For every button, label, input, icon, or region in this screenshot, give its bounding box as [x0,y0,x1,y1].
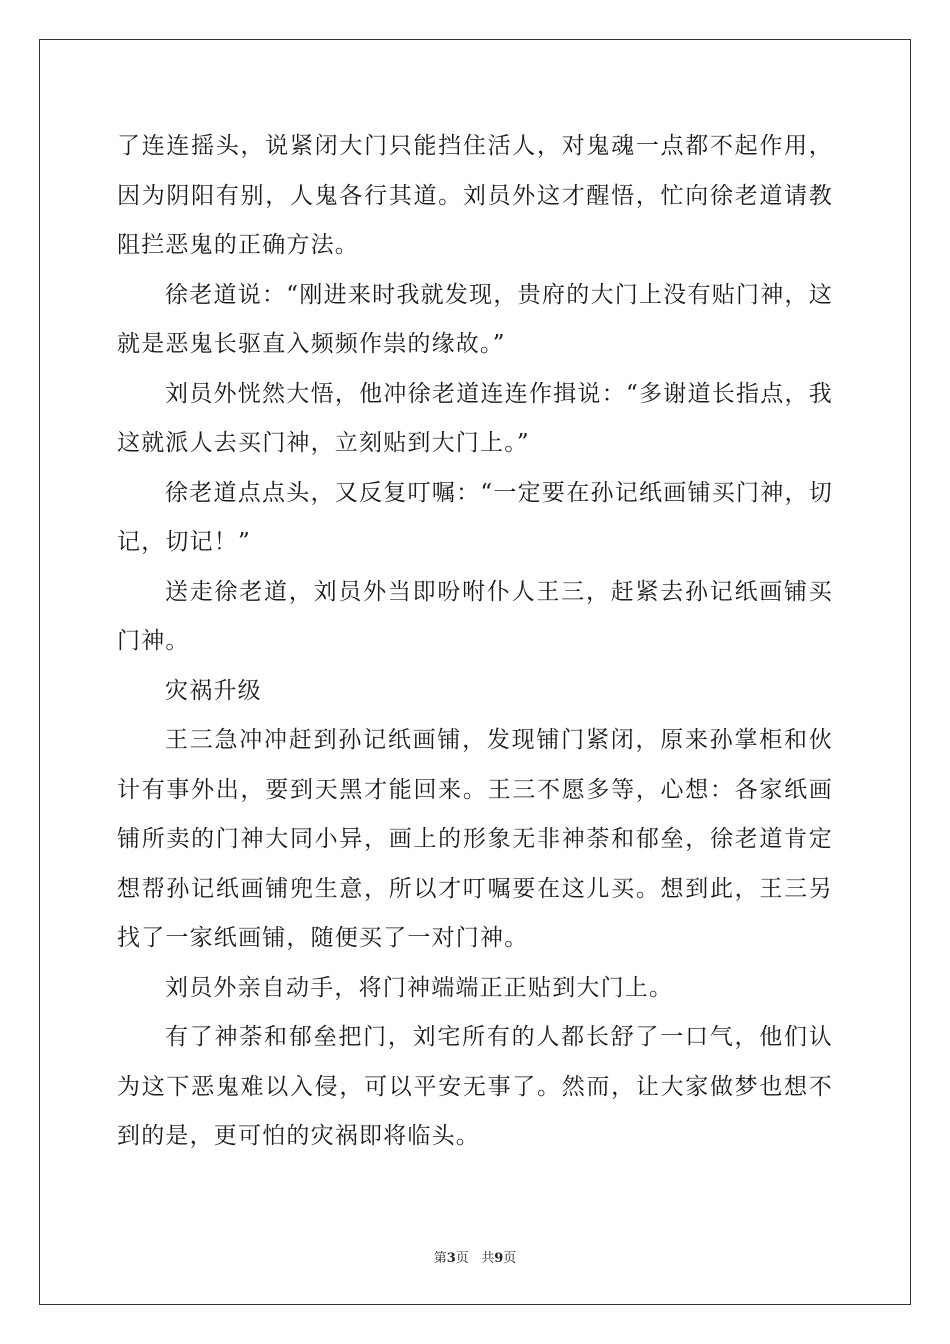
total-pages-unit: 页 [503,1251,517,1266]
document-body [117,122,833,1162]
paragraph: 有了神荼和郁垒把门，刘宅所有的人都长舒了一口气，他们认为这下恶鬼难以入侵，可以平安无事了。然而，让大家做梦也想不到的是，更可怕的灾祸即将临头。 [117,1024,833,1149]
section-heading: 灾祸升级 [165,677,262,704]
total-pages-prefix: 共 [481,1251,495,1266]
page-number-unit: 页 [455,1251,469,1266]
paragraph: 送走徐老道，刘员外当即吩咐仆人王三，赶紧去孙记纸画铺买门神。 [117,578,833,654]
paragraph: 刘员外亲自动手，将门神端端正正贴到大门上。 [165,974,674,1001]
page-number-prefix: 第 [433,1251,447,1266]
current-page-number: 3 [446,1251,456,1266]
paragraph: 了连连摇头，说紧闭大门只能挡住活人，对鬼魂一点都不起作用，因为阴阳有别，人鬼各行其道。刘员外这才醒悟，忙向徐老道请教阻拦恶鬼的正确方法。 [117,133,833,258]
page-footer [0,1247,950,1266]
total-pages-number: 9 [494,1251,504,1266]
paragraph: 徐老道点点头，又反复叮嘱：“一定要在孙记纸画铺买门神，切记，切记！” [117,479,833,555]
paragraph: 王三急冲冲赶到孙记纸画铺，发现铺门紧闭，原来孙掌柜和伙计有事外出，要到天黑才能回来。王三不愿多等，心想：各家纸画铺所卖的门神大同小异，画上的形象无非神荼和郁垒，徐老道肯定想帮孙记纸画铺兜生意，所以才叮嘱要在这儿买。想到此，王三另找了一家纸画铺，随便买了一对门神。 [117,727,833,951]
paragraph: 刘员外恍然大悟，他冲徐老道连连作揖说：“多谢道长指点，我这就派人去买门神，立刻贴到大门上。” [117,380,833,456]
paragraph: 徐老道说：“刚进来时我就发现，贵府的大门上没有贴门神，这就是恶鬼长驱直入频频作祟的缘故。” [117,281,833,357]
